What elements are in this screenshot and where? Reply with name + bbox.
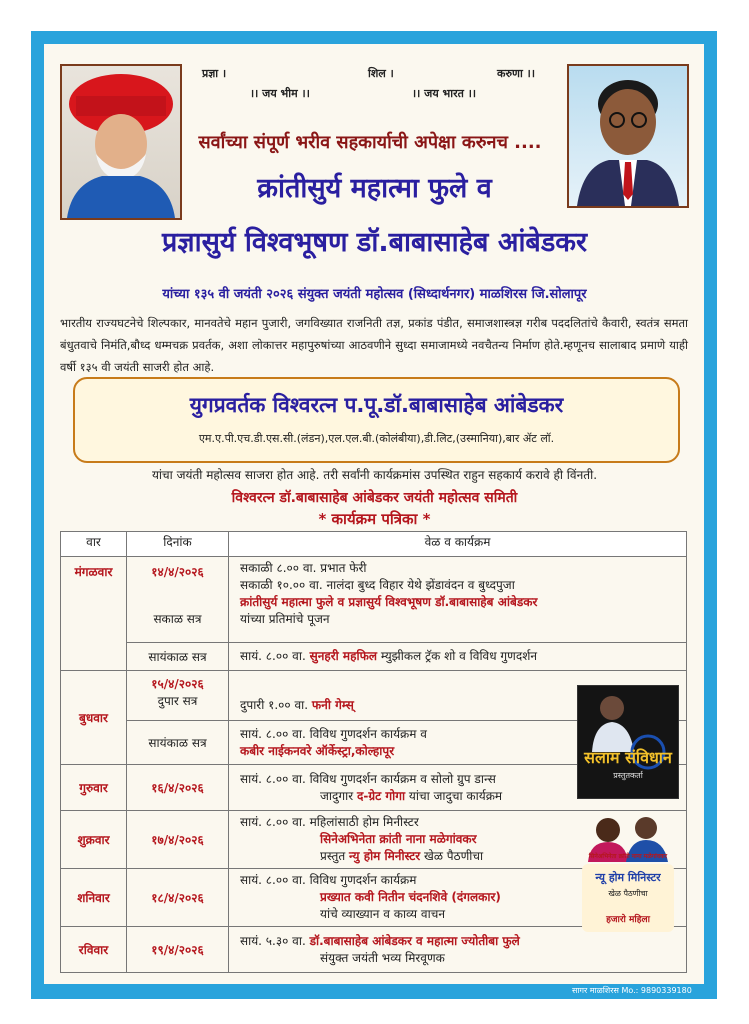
program-highlight: न्यु होम मिनीस्टर: [349, 849, 421, 863]
promo2-top: सिनेअभिनेता क्रांती नाना मळेगांवकर: [588, 853, 668, 860]
expectation-line: सर्वांच्या संपूर्ण भरीव सहकार्याची अपेक्षा करुनच ....: [198, 132, 542, 153]
title-line-2: प्रज्ञासुर्य विश्वभूषण डॉ.बाबासाहेब आंबेडकर: [161, 227, 588, 258]
program-cell: [229, 557, 687, 643]
program-line: यांच्या प्रतिमांचे पूजन: [240, 612, 330, 626]
banner-title: युगप्रवर्तक विश्वरत्न प.पू.डॉ.बाबासाहेब आंबेडकर: [189, 393, 564, 417]
date-cell: [127, 671, 229, 721]
program-highlight: सिनेअभिनेता क्रांती नाना मळेगांवकर: [320, 832, 477, 846]
header-day: वार: [61, 532, 127, 557]
session-morning: सकाळ सत्र: [153, 612, 202, 626]
program-time: दुपारी १.०० वा.: [240, 698, 309, 712]
promo2-bottom: हजारो महिला: [606, 915, 650, 925]
program-highlight: कबीर नाईकनवरे ऑर्केस्ट्रा,कोल्हापूर: [240, 743, 395, 758]
subtitle: यांच्या १३५ वी जयंती २०२६ संयुक्त जयंती महोत्सव (सिध्दार्थनगर) माळशिरस जि.सोलापूर: [162, 287, 587, 302]
program-text: म्युझीकल ट्रॅक शो व विविध गुणदर्शन: [380, 649, 538, 663]
singer-silhouette-icon: [578, 686, 678, 798]
day-tuesday: मंगळवार: [61, 557, 127, 671]
title-line-1: क्रांतीसुर्य महात्मा फुले व: [257, 173, 492, 204]
date-friday: १७/४/२०२६: [127, 811, 229, 869]
program-highlight: क्रांतीसुर्य महात्मा फुले व प्रज्ञासुर्य विश्वभूषण डॉ.बाबासाहेब आंबेडकर: [240, 595, 538, 609]
date-thursday: १६/४/२०२६: [127, 765, 229, 811]
promo2-sub: खेळ पैठणीचा: [608, 889, 648, 898]
program-line: सायं. ८.०० वा. विविध गुणदर्शन कार्यक्रम व: [240, 726, 427, 741]
promo2-title: न्यू होम मिनिस्टर: [595, 871, 661, 884]
program-text: यांचा जादुचा कार्यक्रम: [408, 788, 503, 803]
slogan-karuna: करुणा ।।: [497, 67, 535, 80]
program-text: प्रस्तुत: [320, 849, 346, 863]
program-highlight: डॉ.बाबासाहेब आंबेडकर व महात्मा ज्योतीबा फुले: [309, 933, 520, 948]
program-time: सायं. ८.०० वा.: [240, 649, 306, 663]
program-highlight: फनी गेम्स्: [311, 698, 354, 712]
program-line: सायं. ८.०० वा. विविध गुणदर्शन कार्यक्रम व सोलो ग्रुप डान्स: [240, 771, 496, 786]
program-line: संयुक्त जयंती भव्य मिरवूणक: [320, 950, 445, 965]
program-line: सकाळी १०.०० वा. नालंदा बुध्द विहार येथे झेंडावंदन व बुध्दपुजा: [240, 578, 515, 592]
day-sunday: रविवार: [61, 927, 127, 973]
session-afternoon: दुपार सत्र: [157, 694, 198, 708]
intro-paragraph: भारतीय राज्यघटनेचे शिल्पकार, मानवतेचे महान पुजारी, जगविख्यात राजनिती तज्ञ, प्रकांड पंडीत, समाजशास्त्रज्ञ गरीब पददलितांचे कैवारी, स्वतंत्र समता बंधुतवाचे निमंति,बौध्द धम्मचक्र प्रवर्तक, अशा लोकात्तर महापुरुषांच्या आठवणीने सुध्दा समाजामध्ये नवचैतन्य निर्माण होते.म्हणूनच सालाबाद प्रमाणे याही वर्षी १३५ वी जयंती साजरी होत आहे.: [60, 316, 688, 374]
program-line: सायं. ८.०० वा. विविध गुणदर्शन कार्यक्रम: [240, 873, 417, 887]
session-evening: सायंकाळ सत्र: [127, 721, 229, 765]
slogan-shil: शिल ।: [368, 67, 394, 80]
slogan-jay-bharat: ।। जय भारत ।।: [412, 87, 477, 100]
ambedkar-banner: [73, 377, 680, 463]
date-cell: [127, 557, 229, 643]
promo1-sub: प्रस्तुतकर्ता: [613, 771, 643, 780]
program-title: * कार्यक्रम पत्रिका *: [318, 510, 431, 528]
banner-degrees: एम.ए.पी.एच.डी.एस.सी.(लंडन),एल.एल.बी.(कोलंबीया),डी.लिट,(उस्मानिया),बार ॲट लॉ.: [198, 432, 555, 445]
program-line: सायं. ८.०० वा. महिलांसाठी होम मिनीस्टर: [240, 815, 419, 829]
appeal-line: यांचा जयंती महोत्सव साजरा होत आहे. तरी सर्वांनी कार्यक्रमांस उपस्थित राहुन सहकार्य करावे ही विंनती.: [151, 468, 598, 482]
footer-credit: सागर माळशिरस Mo.: 9890339180: [572, 986, 692, 995]
program-highlight: प्रख्यात कवी नितीन चंदनशिवे (दंगलकार): [320, 890, 501, 904]
program-line: यांचे व्याख्यान व काव्य वाचन: [320, 907, 445, 921]
header-program: वेळ व कार्यक्रम: [229, 532, 687, 557]
table-header-row: [61, 532, 687, 557]
date-tuesday: १४/४/२०२६: [151, 565, 204, 579]
home-minister-poster: [578, 812, 678, 936]
program-highlight: द-ग्रेट गोगा: [356, 788, 406, 803]
committee-line: विश्वरत्न डॉ.बाबासाहेब आंबेडकर जयंती महोत्सव समिती: [231, 490, 518, 506]
header-date: दिनांक: [127, 532, 229, 557]
program-highlight: सुनहरी महफिल: [309, 649, 377, 663]
day-thursday: गुरुवार: [61, 765, 127, 811]
day-friday: शुक्रवार: [61, 811, 127, 869]
program-text: जादुगार: [320, 788, 354, 803]
table-row: [61, 557, 687, 643]
program-text: खेळ पैठणीचा: [424, 849, 484, 863]
table-row: [61, 643, 687, 671]
date-saturday: १८/४/२०२६: [127, 869, 229, 927]
session-evening: सायंकाळ सत्र: [127, 643, 229, 671]
program-line: सकाळी ८.०० वा. प्रभात फेरी: [240, 561, 367, 575]
program-cell: [229, 643, 687, 671]
slogan-prajna: प्रज्ञा ।: [202, 67, 227, 80]
date-sunday: १९/४/२०२६: [127, 927, 229, 973]
program-time: सायं. ५.३० वा.: [240, 933, 306, 948]
date-wednesday: १५/४/२०२६: [151, 677, 204, 691]
day-saturday: शनिवार: [61, 869, 127, 927]
promo1-title: सलाम संविधान: [584, 748, 672, 767]
salam-samvidhan-poster: [577, 685, 679, 799]
slogan-jay-bhim: ।। जय भीम ।।: [250, 87, 310, 100]
day-wednesday: बुधवार: [61, 671, 127, 765]
